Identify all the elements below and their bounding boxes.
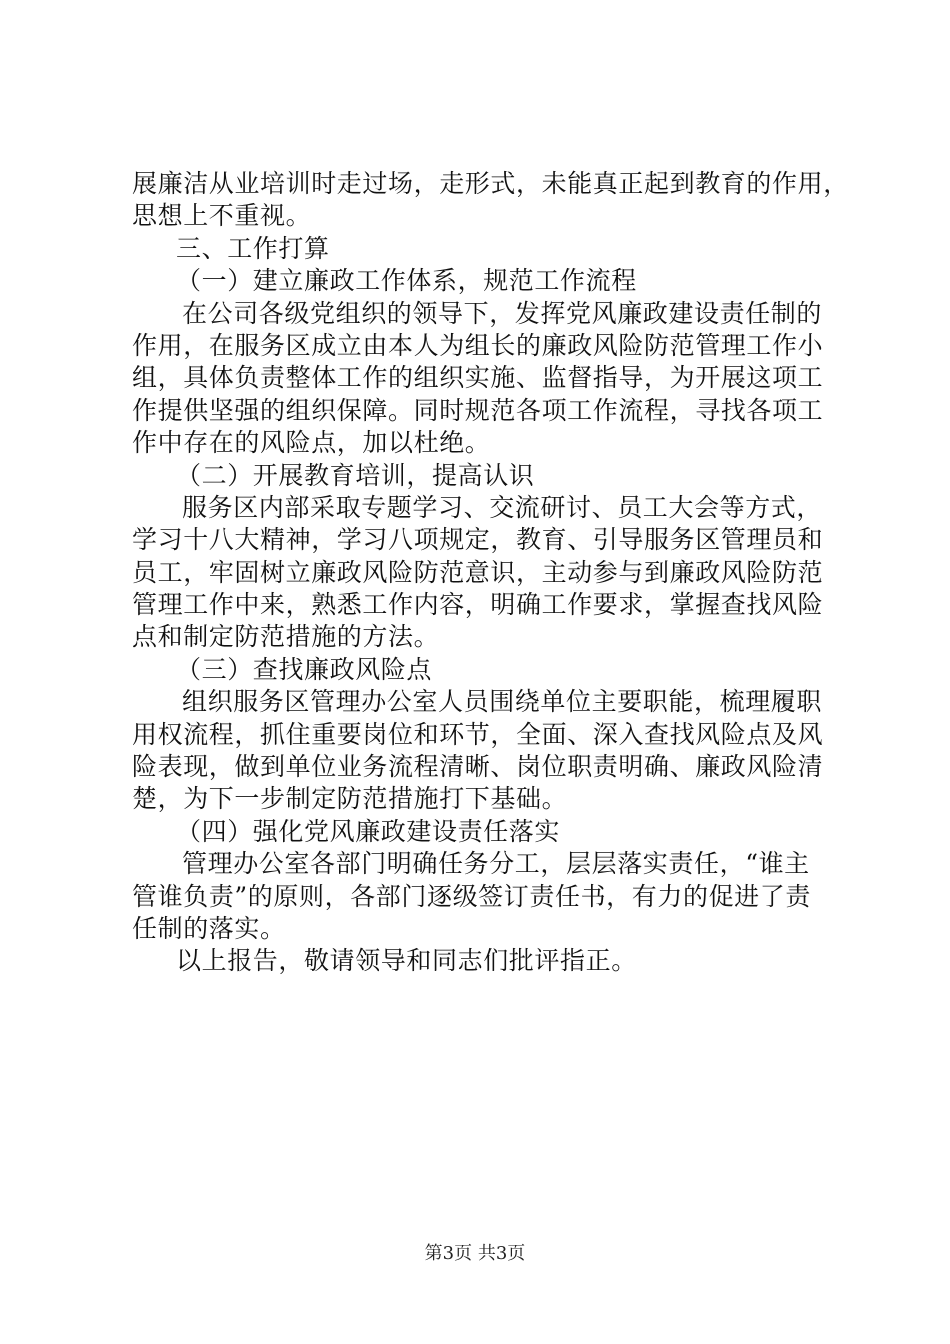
paragraph-line: 险表现，做到单位业务流程清晰、岗位职责明确、廉政风险清 — [132, 752, 824, 782]
document-body — [132, 168, 849, 978]
paragraph-line: 组织服务区管理办公室人员围绕单位主要职能，梳理履职 — [182, 687, 823, 717]
paragraph-line: 在公司各级党组织的领导下，发挥党风廉政建设责任制的 — [182, 298, 823, 328]
paragraph-line: 楚，为下一步制定防范措施打下基础。 — [132, 784, 568, 814]
paragraph-line: 作提供坚强的组织保障。同时规范各项工作流程，寻找各项工 — [132, 395, 824, 425]
paragraph-line: 作用，在服务区成立由本人为组长的廉政风险防范管理工作小 — [132, 330, 824, 360]
paragraph-line: 用权流程，抓住重要岗位和环节，全面、深入查找风险点及风 — [132, 719, 824, 749]
subsection-heading: （一）建立廉政工作体系，规范工作流程 — [176, 266, 637, 296]
subsection-heading: （三）查找廉政风险点 — [176, 654, 433, 684]
paragraph-line: 展廉洁从业培训时走过场，走形式，未能真正起到教育的作用， — [132, 169, 849, 198]
page-number-footer: 第3页 共3页 — [424, 1243, 526, 1264]
paragraph-line: 点和制定防范措施的方法。 — [132, 622, 440, 652]
closing-line: 以上报告，敬请领导和同志们批评指正。 — [176, 946, 637, 976]
paragraph-line: 员工，牢固树立廉政风险防范意识，主动参与到廉政风险防范 — [132, 557, 824, 587]
paragraph-line: 思想上不重视。 — [132, 201, 312, 231]
paragraph-line: 作中存在的风险点，加以杜绝。 — [132, 428, 491, 458]
paragraph-line: 组，具体负责整体工作的组织实施、监督指导，为开展这项工 — [132, 363, 824, 393]
paragraph-line: 管谁负责”的原则，各部门逐级签订责任书，有力的促进了责 — [132, 881, 811, 911]
paragraph-line: 服务区内部采取专题学习、交流研讨、员工大会等方式， — [182, 492, 823, 522]
paragraph-line: 学习十八大精神，学习八项规定，教育、引导服务区管理员和 — [132, 525, 824, 555]
subsection-heading: （四）强化党风廉政建设责任落实 — [176, 816, 561, 846]
section-heading: 三、工作打算 — [176, 233, 330, 263]
paragraph-line: 管理办公室各部门明确任务分工，层层落实责任，“谁主 — [182, 849, 810, 879]
paragraph-line: 管理工作中来，熟悉工作内容，明确工作要求，掌握查找风险 — [132, 590, 824, 620]
subsection-heading: （二）开展教育培训，提高认识 — [176, 460, 535, 490]
paragraph-line: 任制的落实。 — [132, 913, 286, 943]
